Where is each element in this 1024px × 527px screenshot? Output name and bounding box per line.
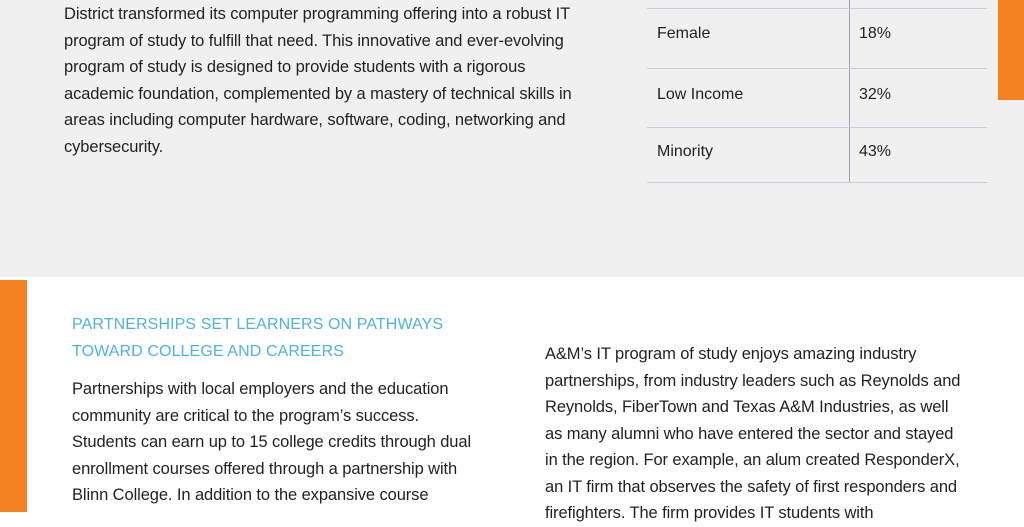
text-line: program of study to fulfill that need. This innovative and ever-evolving bbox=[64, 31, 564, 50]
demographics-table bbox=[647, 0, 987, 183]
partnerships-paragraph-right bbox=[545, 341, 975, 527]
section-heading bbox=[72, 311, 472, 365]
table-value-low-income: 32% bbox=[859, 86, 892, 103]
table-label-low-income: Low Income bbox=[657, 86, 744, 103]
text-line: an IT firm that observes the safety of first responders and bbox=[545, 477, 957, 496]
table-column-divider bbox=[849, 0, 850, 183]
orange-accent-bar-left bbox=[0, 280, 27, 512]
text-line: program of study is designed to provide students with a rigorous bbox=[64, 58, 526, 76]
table-row-divider bbox=[647, 68, 987, 69]
text-line: areas including computer hardware, software, coding, networking and bbox=[64, 111, 566, 129]
intro-paragraph bbox=[64, 1, 594, 160]
text-line: firefighters. The firm provides IT students with bbox=[545, 504, 874, 522]
text-line: academic foundation, complemented by a mastery of technical skills in bbox=[64, 84, 572, 103]
text-line: in the region. For example, an alum created ResponderX, bbox=[545, 451, 960, 469]
text-line: Partnerships with local employers and the education bbox=[72, 380, 449, 398]
table-row-divider bbox=[647, 8, 987, 9]
table-label-minority: Minority bbox=[657, 143, 714, 160]
table-value-minority: 43% bbox=[859, 143, 892, 160]
text-line: Blinn College. In addition to the expansive course bbox=[72, 486, 429, 504]
orange-accent-bar-right bbox=[998, 0, 1024, 100]
table-value-female: 18% bbox=[859, 25, 892, 42]
heading-line: TOWARD COLLEGE AND CAREERS bbox=[72, 343, 344, 360]
text-line: as many alumni who have entered the sector and stayed bbox=[545, 424, 954, 443]
text-line: A&M’s IT program of study enjoys amazing industry bbox=[545, 345, 917, 363]
table-row-divider bbox=[647, 182, 987, 183]
text-line: cybersecurity. bbox=[64, 137, 164, 156]
partnerships-paragraph-left bbox=[72, 376, 492, 509]
text-line: enrollment courses offered through a partnership with bbox=[72, 459, 458, 478]
text-line: Students can earn up to 15 college credits through dual bbox=[72, 433, 472, 451]
text-line: Reynolds, FiberTown and Texas A&M Industries, as well bbox=[545, 398, 949, 416]
text-line: community are critical to the program’s success. bbox=[72, 406, 420, 425]
table-label-female: Female bbox=[657, 25, 711, 42]
heading-line: PARTNERSHIPS SET LEARNERS ON PATHWAYS bbox=[72, 316, 444, 333]
text-line: District transformed its computer programming offering into a robust IT bbox=[64, 5, 571, 23]
text-line: partnerships, from industry leaders such as Reynolds and bbox=[545, 371, 961, 390]
table-row-divider bbox=[647, 127, 987, 128]
